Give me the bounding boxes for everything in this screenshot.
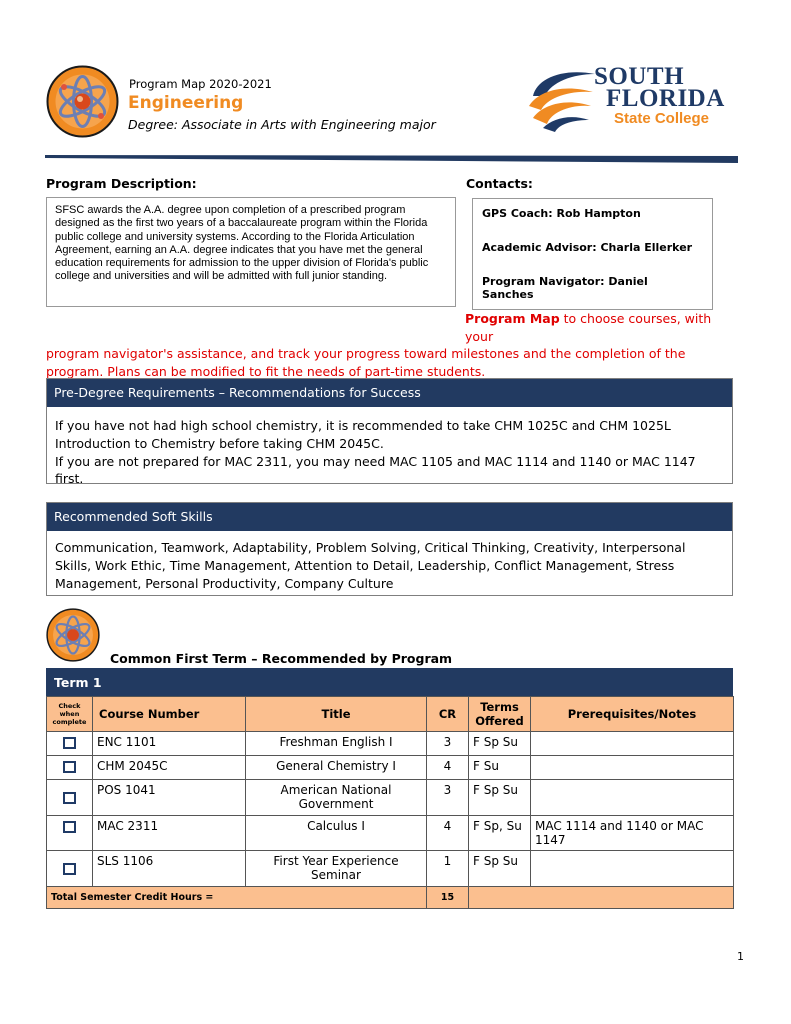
course-cr: 4	[427, 756, 469, 780]
total-label: Total Semester Credit Hours =	[47, 887, 427, 909]
col-terms-offered: Terms Offered	[469, 697, 531, 732]
course-number: CHM 2045C	[93, 756, 246, 780]
course-title: Calculus I	[246, 816, 427, 851]
table-row	[47, 851, 734, 887]
gps-coach: GPS Coach: Rob Hampton	[482, 207, 641, 220]
complete-checkbox[interactable]	[63, 761, 76, 773]
course-terms: F Sp Su	[469, 732, 531, 756]
course-title: American National Government	[246, 780, 427, 816]
engineering-atom-icon	[46, 65, 119, 138]
soft-skills-box	[46, 502, 733, 596]
col-title: Title	[246, 697, 427, 732]
term-1-table	[46, 668, 733, 909]
course-terms: F Su	[469, 756, 531, 780]
col-cr: CR	[427, 697, 469, 732]
page-number: 1	[737, 950, 744, 963]
course-notes: MAC 1114 and 1140 or MAC 1147	[531, 816, 734, 851]
program-description-box	[46, 197, 456, 307]
term-caption: Common First Term – Recommended by Program	[110, 651, 453, 666]
program-navigator: Program Navigator: Daniel Sanches	[482, 275, 648, 301]
note-text-rest: program navigator's assistance, and track your progress toward milestones and the completion of the program. Plans can be modified to fit the needs of part-time students.	[46, 346, 686, 379]
course-title: General Chemistry I	[246, 756, 427, 780]
program-map-note	[46, 310, 736, 380]
course-terms: F Sp Su	[469, 851, 531, 887]
course-title: First Year Experience Seminar	[246, 851, 427, 887]
course-notes	[531, 756, 734, 780]
course-number: POS 1041	[93, 780, 246, 816]
course-terms: F Sp Su	[469, 780, 531, 816]
logo-text-florida: FLORIDA	[606, 85, 725, 112]
contacts-label: Contacts:	[466, 176, 533, 191]
course-cr: 1	[427, 851, 469, 887]
complete-checkbox[interactable]	[63, 792, 76, 804]
table-row	[47, 780, 734, 816]
note-text-first: to choose courses, with your	[465, 311, 712, 344]
col-check: Check when complete	[47, 697, 93, 732]
col-prerequisites: Prerequisites/Notes	[531, 697, 734, 732]
logo-text-state-college: State College	[614, 110, 710, 127]
course-cr: 4	[427, 816, 469, 851]
engineering-atom-icon	[46, 608, 100, 662]
complete-checkbox[interactable]	[63, 863, 76, 875]
table-row	[47, 816, 734, 851]
pre-degree-line-1: If you have not had high school chemistry, it is recommended to take CHM 1025C and CHM 1025L Introduction to Chemistry before taking CHM 2045C.	[55, 418, 671, 451]
course-number: ENC 1101	[93, 732, 246, 756]
course-title: Freshman English I	[246, 732, 427, 756]
logo-text-south: SOUTH	[594, 63, 685, 90]
course-notes	[531, 851, 734, 887]
degree-subtitle: Degree: Associate in Arts with Engineering major	[128, 117, 436, 132]
total-value: 15	[427, 887, 469, 909]
program-description-text: SFSC awards the A.A. degree upon completion of a prescribed program designed as the first two years of a baccalaureate program within the Florida public college and university systems. According to the Florida Articulation Agreement, earning an A.A. degree indicates that you have met the general education requirements for admission to the upper division of Florida's public college and universities and will be admitted with full junior standing.	[55, 204, 429, 283]
complete-checkbox[interactable]	[63, 821, 76, 833]
program-name: Engineering	[128, 93, 244, 113]
header-divider	[45, 153, 738, 163]
pre-degree-line-2: If you are not prepared for MAC 2311, you may need MAC 1105 and MAC 1114 and 1140 or MAC 1147 first.	[55, 453, 696, 487]
complete-checkbox[interactable]	[63, 737, 76, 749]
course-cr: 3	[427, 780, 469, 816]
pre-degree-heading: Pre-Degree Requirements – Recommendations for Success	[47, 379, 732, 407]
program-description-label: Program Description:	[46, 176, 197, 191]
academic-advisor: Academic Advisor: Charla Ellerker	[482, 241, 693, 254]
course-terms: F Sp, Su	[469, 816, 531, 851]
total-row	[47, 887, 734, 909]
course-cr: 3	[427, 732, 469, 756]
program-map-year: Program Map 2020-2021	[129, 77, 272, 91]
pre-degree-box	[46, 378, 733, 487]
soft-skills-heading: Recommended Soft Skills	[47, 503, 732, 531]
contacts-box	[472, 198, 713, 310]
table-row	[47, 732, 734, 756]
course-number: MAC 2311	[93, 816, 246, 851]
note-bold: Program Map	[465, 311, 560, 326]
course-notes	[531, 780, 734, 816]
table-row	[47, 756, 734, 780]
course-number: SLS 1106	[93, 851, 246, 887]
course-notes	[531, 732, 734, 756]
soft-skills-text: Communication, Teamwork, Adaptability, Problem Solving, Critical Thinking, Creativity, Interpersonal Skills, Work Ethic, Time Management, Attention to Detail, Leadership, Conflict Management, Stress Management, Personal Productivity, Company Culture	[55, 540, 686, 591]
term-heading: Term 1	[46, 668, 733, 696]
col-course-number: Course Number	[93, 697, 246, 732]
